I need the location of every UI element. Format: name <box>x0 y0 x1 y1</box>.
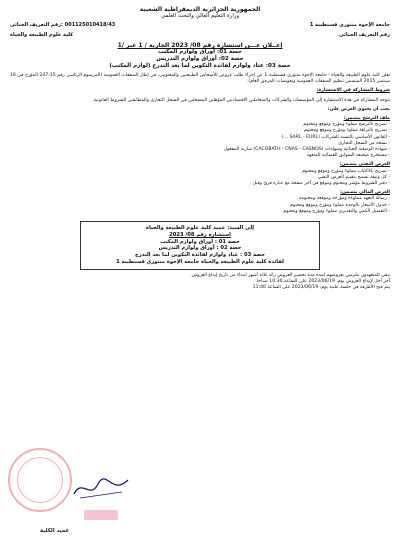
financial-item: - جدول الأسعار بالوحدة مملوء ومؤرخ وموقع ومختوم <box>290 202 390 208</box>
official-stamp-icon <box>8 448 72 512</box>
financial-item: - التفصيل الكمي والتقديري مملوء ومؤرخ وموقع ومختوم <box>283 208 390 214</box>
technical-item: - كل وثيقة تسمح بتقييم العرض التقني <box>317 174 390 180</box>
eligibility-title: شروط المشاركة في الاستشارة: <box>316 88 390 94</box>
financial-item: - رسالة التعهد مملوءة ومؤرخة وموقعة ومختومة <box>299 196 390 202</box>
header-republic: الجمهورية الجزائرية الديمقراطية الشعبية <box>139 6 261 13</box>
validity-note: يبقى المتعهدون ملزمين بعروضهم لمدة مدة تحضير العروض زائد ثلاثة أشهر ابتداء من تاريخ إيداع العروض. <box>190 272 390 278</box>
candidature-title: ملف الترشح يتضمن: <box>343 116 390 122</box>
lot-3: حصة 03: عتاد ولوازم لفائدة التكوين لما بعد التدرج (لوازم المكتب) <box>109 63 291 69</box>
eligibility-text: تتوجه المشاركة في هذه الاستشارة إلى المؤسسات والشركات والمتعاملين الاقتصاديين المؤهلين المسجلين في السجل التجاري والمطابقين للشروط القانونية. <box>92 97 390 103</box>
university-name: جامعة الإخوة منتوري قسنطينة 1 <box>309 21 390 28</box>
deposit-line: حصة 02 : أوراق ولوازم التدريس <box>158 245 242 252</box>
signature-icon <box>72 474 130 502</box>
meta-row <box>10 22 390 28</box>
deposit-line: حصة 01 : أوراق ولوازم المكتب <box>160 238 240 245</box>
deposit-line: لفائدة كلية علوم الطبيعة والحياة جامعة الإخوة منتوري قسنطينة 1 <box>116 259 284 266</box>
deposit-line: حصة 03 : عتاد ولوازم لفائدة التكوين لما بعد التدرج <box>134 252 265 259</box>
deadline-text: آخر أجل لإيداع العروض يوم: 2023/06/19 على الساعة 10:30 صباحا <box>256 279 390 285</box>
financial-title: العرض المالي يتضمن: <box>340 190 390 196</box>
deposit-line: إلى السيد: عميد كلية علوم الطبيعة والحياة <box>145 225 255 232</box>
candidature-item: - القانون الأساسي بالنسبة للشركات (SARL - EURL ...) <box>281 134 390 140</box>
lot-1: حصة 01: أوراق ولوازم المكتب <box>158 49 242 55</box>
docs-title: يجب أن يحتوي العرض على: <box>327 106 390 112</box>
faculty-name: كلية علوم الطبيعة والحياة <box>10 31 74 38</box>
candidature-item: - تصريح بالنزاهة مملوء ومؤرخ وموقع ومختوم <box>304 128 390 134</box>
technical-title: العرض التقني يتضمن: <box>339 162 390 168</box>
intro-paragraph: تعلن كلية علوم الطبيعة والحياة - جامعة الإخوة منتوري قسنطينة 1 عن إجراء طلب عروض للأشخاص الطبيعيين والمعنويين، في إطار الصفقات العمومية (المرسوم الرئاسي رقم 15-247 المؤرخ في 16 سبتمبر 2015 المتضمن تنظيم الصفقات العمومية وتفويضات المرفق العام). <box>10 73 390 85</box>
candidature-item: - تصريح بالترشح مملوء ومؤرخ وموقع ومختوم <box>303 122 390 128</box>
lot-2: حصة 02: أوراق ولوازم التدريس <box>156 56 244 62</box>
announcement-title-block <box>10 42 390 70</box>
signature-title: عميد الكلية <box>40 528 70 534</box>
header-ministry: وزارة التعليم العالي والبحث العلمي <box>160 13 240 19</box>
candidature-item: - نسخة من السجل التجاري <box>338 140 390 146</box>
opening-text: يتم فتح الأظرفة في جلسة علنية يوم: 2023/06/19 على الساعة 11:00 <box>252 285 390 291</box>
deposit-line: استشارة رقم 08/ 2023 <box>169 231 231 238</box>
candidature-item: - مستخرج صحيفة السوابق القضائية للمتعهد <box>306 153 390 159</box>
deposit-envelope-box <box>80 221 320 270</box>
announcement-title: إعــلان عـــن استشارة رقم 08/ 2023 الجارية / 1 عبر /1 <box>117 42 283 49</box>
tax-id: 001125010418/43 :رقم التعريف الجبائي <box>10 21 116 28</box>
candidature-item: - شهادة الوضعية الجبائية وشهادات (CACOBATH - CNAS - CASNOS) سارية المفعول <box>223 147 390 153</box>
technical-item: - دفتر الشروط مؤشر ومختوم وموقع في آخر صفحة مع عبارة قرئ وقبل <box>252 181 390 187</box>
ref-label: رقم التعريف الجبائي <box>338 31 390 38</box>
faculty-row <box>10 32 390 38</box>
seal-mark-icon <box>84 510 118 520</box>
technical-item: - تصريح بالاكتتاب مملوء ومؤرخ وموقع ومختوم <box>302 168 390 174</box>
